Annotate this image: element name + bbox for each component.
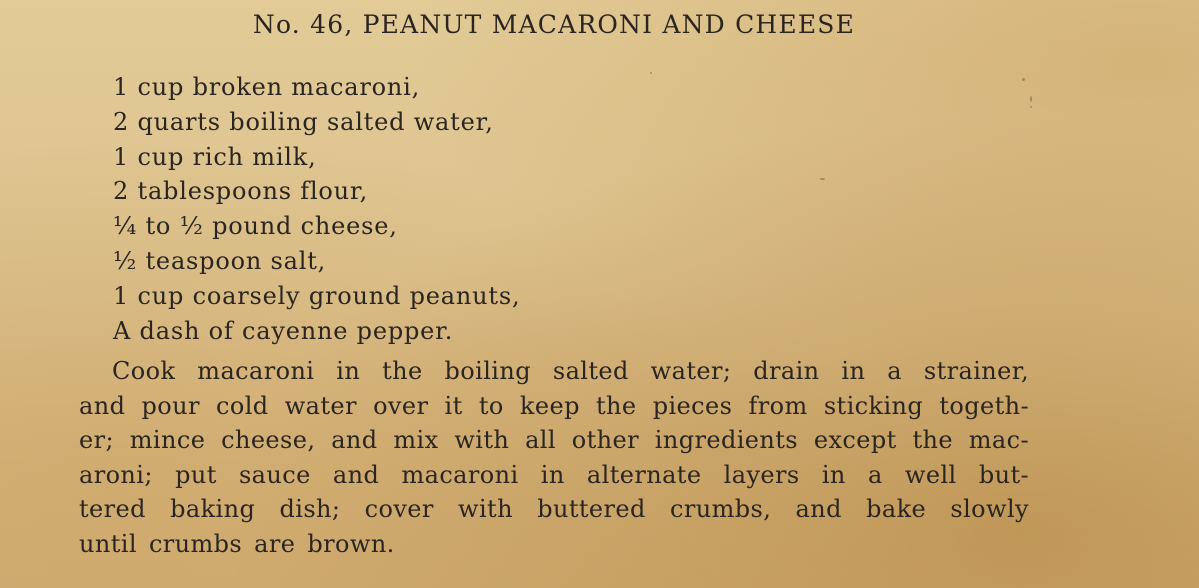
recipe-title: No. 46, PEANUT MACARONI AND CHEESE [252, 10, 856, 39]
paper-speck [1030, 106, 1032, 108]
ingredient-list [113, 70, 520, 348]
ingredient-item: 2 tablespoons flour, [113, 177, 369, 206]
instruction-line: Cook macaroni in the boiling salted water; drain in a strainer, [112, 357, 1029, 385]
paper-speck [650, 72, 652, 74]
paper-speck [1030, 96, 1032, 102]
instruction-line: and pour cold water over it to keep the pieces from sticking togeth- [79, 391, 1029, 420]
ingredient-item: 2 quarts boiling salted water, [113, 107, 494, 136]
ingredient-item: 1 cup coarsely ground peanuts, [113, 281, 521, 310]
instruction-line: until crumbs are brown. [79, 529, 395, 558]
ingredient-item: 1 cup rich milk, [113, 142, 317, 171]
ingredient-item: 1 cup broken macaroni, [113, 73, 421, 101]
instruction-line: tered baking dish; cover with buttered crumbs, and bake slowly [79, 495, 1029, 524]
instruction-line: er; mince cheese, and mix with all other ingredients except the mac- [79, 426, 1029, 455]
ingredient-item: ½ teaspoon salt, [113, 246, 327, 275]
instruction-line: aroni; put sauce and macaroni in alternate layers in a well but- [79, 460, 1029, 489]
ingredient-item: ¼ to ½ pound cheese, [113, 212, 398, 241]
paper-speck [820, 178, 825, 180]
ingredient-item: A dash of cayenne pepper. [113, 316, 454, 345]
paper-speck [1022, 78, 1025, 81]
recipe-instructions [79, 354, 1029, 562]
